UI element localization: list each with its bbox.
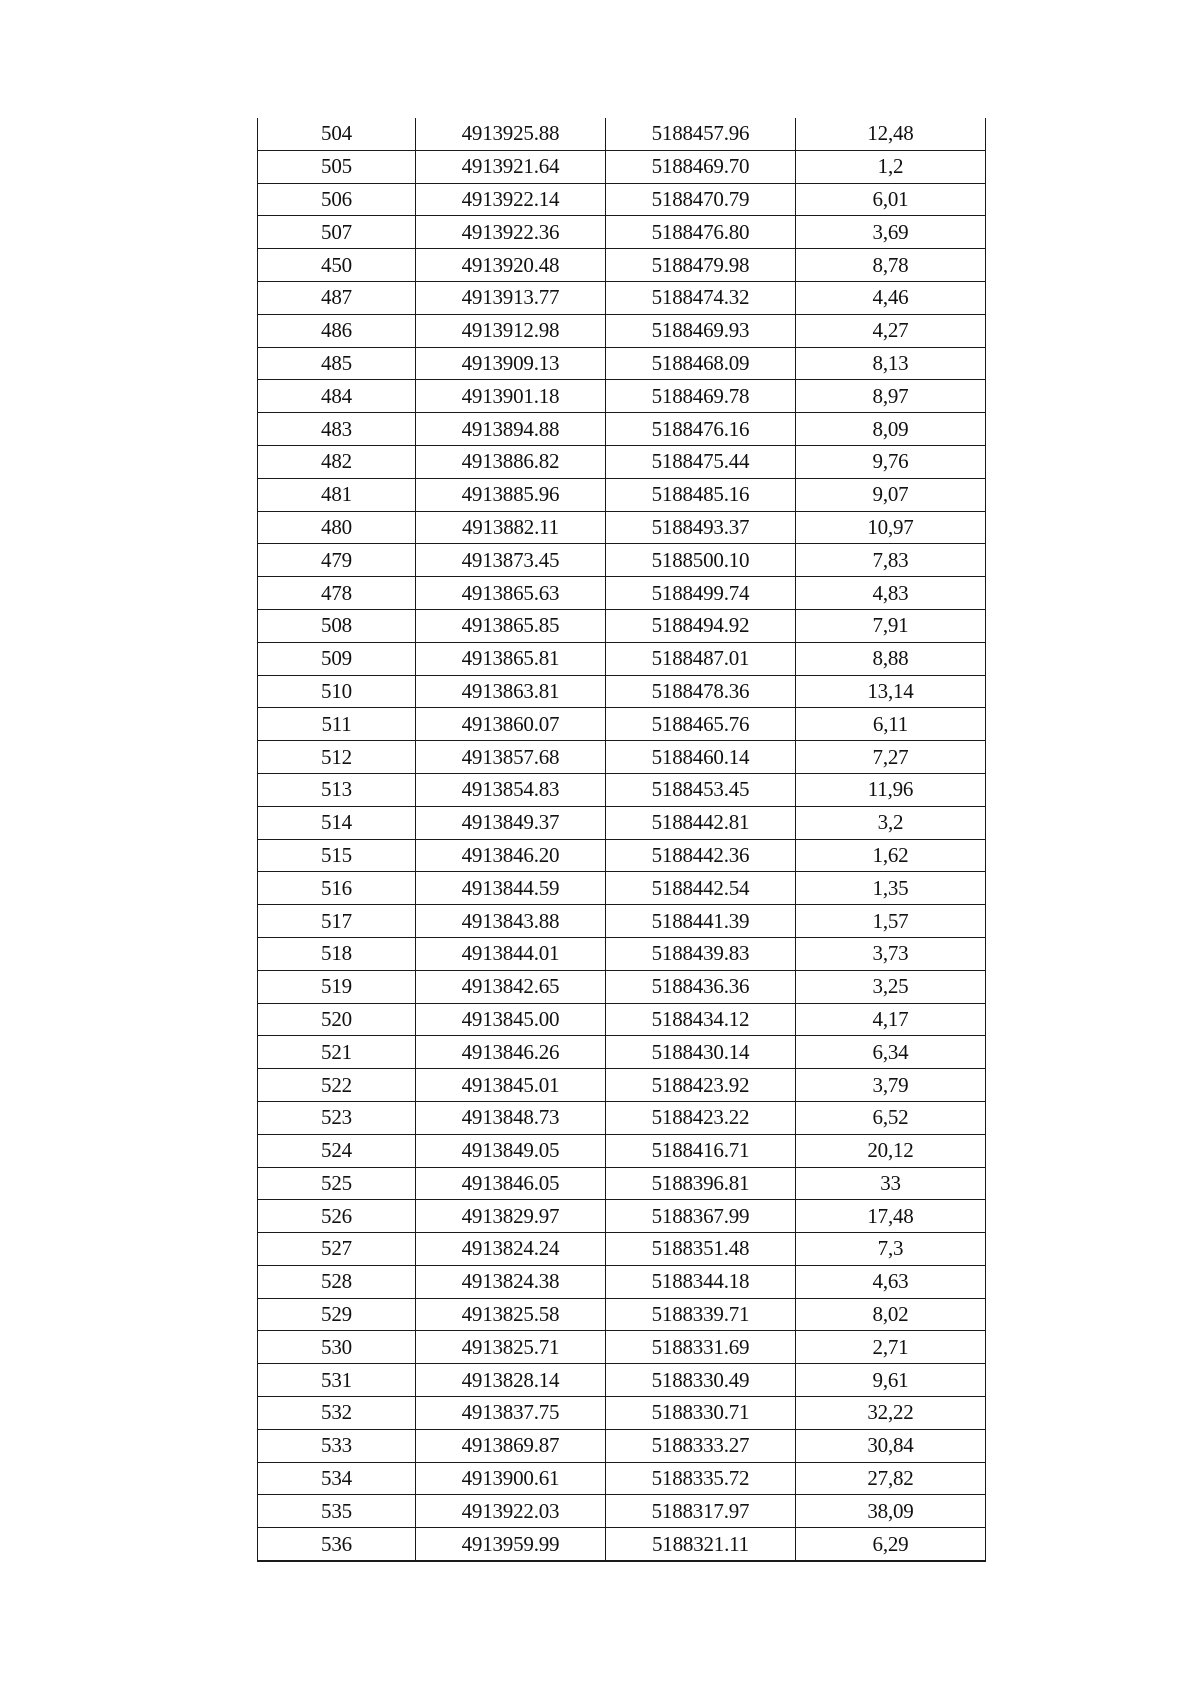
y-coordinate-cell: 5188441.39 [606, 905, 796, 938]
distance-cell: 8,09 [796, 413, 986, 446]
point-number-cell: 521 [258, 1036, 416, 1069]
x-coordinate-cell: 4913824.38 [416, 1265, 606, 1298]
x-coordinate-cell: 4913857.68 [416, 741, 606, 774]
table-row [258, 183, 986, 216]
point-number-cell: 480 [258, 511, 416, 544]
distance-cell: 1,35 [796, 872, 986, 905]
x-coordinate-cell: 4913845.01 [416, 1069, 606, 1102]
y-coordinate-cell: 5188493.37 [606, 511, 796, 544]
distance-cell: 32,22 [796, 1397, 986, 1430]
distance-cell: 6,29 [796, 1528, 986, 1561]
point-number-cell: 535 [258, 1495, 416, 1528]
distance-cell: 6,01 [796, 183, 986, 216]
y-coordinate-cell: 5188442.36 [606, 839, 796, 872]
table-row [258, 1167, 986, 1200]
y-coordinate-cell: 5188469.70 [606, 150, 796, 183]
x-coordinate-cell: 4913842.65 [416, 970, 606, 1003]
point-number-cell: 533 [258, 1429, 416, 1462]
table-row [258, 1298, 986, 1331]
table-row [258, 937, 986, 970]
coordinates-table [257, 118, 986, 1562]
y-coordinate-cell: 5188344.18 [606, 1265, 796, 1298]
point-number-cell: 528 [258, 1265, 416, 1298]
table-row [258, 609, 986, 642]
x-coordinate-cell: 4913849.37 [416, 806, 606, 839]
point-number-cell: 513 [258, 773, 416, 806]
distance-cell: 4,27 [796, 314, 986, 347]
y-coordinate-cell: 5188479.98 [606, 249, 796, 282]
point-number-cell: 511 [258, 708, 416, 741]
x-coordinate-cell: 4913848.73 [416, 1101, 606, 1134]
point-number-cell: 536 [258, 1528, 416, 1561]
y-coordinate-cell: 5188478.36 [606, 675, 796, 708]
point-number-cell: 515 [258, 839, 416, 872]
distance-cell: 8,13 [796, 347, 986, 380]
table-row [258, 1528, 986, 1561]
point-number-cell: 526 [258, 1200, 416, 1233]
y-coordinate-cell: 5188457.96 [606, 118, 796, 150]
distance-cell: 1,62 [796, 839, 986, 872]
y-coordinate-cell: 5188474.32 [606, 281, 796, 314]
y-coordinate-cell: 5188494.92 [606, 609, 796, 642]
y-coordinate-cell: 5188453.45 [606, 773, 796, 806]
x-coordinate-cell: 4913844.59 [416, 872, 606, 905]
y-coordinate-cell: 5188333.27 [606, 1429, 796, 1462]
distance-cell: 3,2 [796, 806, 986, 839]
x-coordinate-cell: 4913828.14 [416, 1364, 606, 1397]
point-number-cell: 508 [258, 609, 416, 642]
distance-cell: 1,2 [796, 150, 986, 183]
table-row [258, 1364, 986, 1397]
x-coordinate-cell: 4913829.97 [416, 1200, 606, 1233]
distance-cell: 6,11 [796, 708, 986, 741]
point-number-cell: 485 [258, 347, 416, 380]
x-coordinate-cell: 4913920.48 [416, 249, 606, 282]
x-coordinate-cell: 4913845.00 [416, 1003, 606, 1036]
table-row [258, 1036, 986, 1069]
table-row [258, 1331, 986, 1364]
point-number-cell: 505 [258, 150, 416, 183]
table-row [258, 1134, 986, 1167]
table-row [258, 413, 986, 446]
distance-cell: 7,3 [796, 1233, 986, 1266]
point-number-cell: 509 [258, 642, 416, 675]
point-number-cell: 510 [258, 675, 416, 708]
x-coordinate-cell: 4913901.18 [416, 380, 606, 413]
distance-cell: 3,73 [796, 937, 986, 970]
distance-cell: 8,88 [796, 642, 986, 675]
point-number-cell: 516 [258, 872, 416, 905]
table-row [258, 839, 986, 872]
table-row [258, 544, 986, 577]
y-coordinate-cell: 5188331.69 [606, 1331, 796, 1364]
distance-cell: 13,14 [796, 675, 986, 708]
point-number-cell: 534 [258, 1462, 416, 1495]
y-coordinate-cell: 5188487.01 [606, 642, 796, 675]
table-row [258, 577, 986, 610]
x-coordinate-cell: 4913886.82 [416, 445, 606, 478]
y-coordinate-cell: 5188476.16 [606, 413, 796, 446]
x-coordinate-cell: 4913912.98 [416, 314, 606, 347]
point-number-cell: 524 [258, 1134, 416, 1167]
x-coordinate-cell: 4913925.88 [416, 118, 606, 150]
x-coordinate-cell: 4913860.07 [416, 708, 606, 741]
distance-cell: 2,71 [796, 1331, 986, 1364]
point-number-cell: 504 [258, 118, 416, 150]
x-coordinate-cell: 4913922.14 [416, 183, 606, 216]
x-coordinate-cell: 4913865.63 [416, 577, 606, 610]
table-row [258, 708, 986, 741]
y-coordinate-cell: 5188439.83 [606, 937, 796, 970]
table-row [258, 380, 986, 413]
table-row [258, 806, 986, 839]
x-coordinate-cell: 4913837.75 [416, 1397, 606, 1430]
table-row [258, 314, 986, 347]
y-coordinate-cell: 5188330.71 [606, 1397, 796, 1430]
distance-cell: 17,48 [796, 1200, 986, 1233]
x-coordinate-cell: 4913900.61 [416, 1462, 606, 1495]
table-row [258, 150, 986, 183]
distance-cell: 6,52 [796, 1101, 986, 1134]
x-coordinate-cell: 4913844.01 [416, 937, 606, 970]
point-number-cell: 486 [258, 314, 416, 347]
point-number-cell: 519 [258, 970, 416, 1003]
point-number-cell: 530 [258, 1331, 416, 1364]
table-row [258, 1200, 986, 1233]
point-number-cell: 517 [258, 905, 416, 938]
x-coordinate-cell: 4913825.58 [416, 1298, 606, 1331]
point-number-cell: 483 [258, 413, 416, 446]
y-coordinate-cell: 5188499.74 [606, 577, 796, 610]
y-coordinate-cell: 5188430.14 [606, 1036, 796, 1069]
point-number-cell: 525 [258, 1167, 416, 1200]
y-coordinate-cell: 5188367.99 [606, 1200, 796, 1233]
distance-cell: 27,82 [796, 1462, 986, 1495]
distance-cell: 4,63 [796, 1265, 986, 1298]
x-coordinate-cell: 4913894.88 [416, 413, 606, 446]
table-row [258, 773, 986, 806]
distance-cell: 9,76 [796, 445, 986, 478]
table-row [258, 905, 986, 938]
y-coordinate-cell: 5188469.93 [606, 314, 796, 347]
x-coordinate-cell: 4913846.20 [416, 839, 606, 872]
x-coordinate-cell: 4913865.81 [416, 642, 606, 675]
distance-cell: 33 [796, 1167, 986, 1200]
table-row [258, 741, 986, 774]
distance-cell: 8,78 [796, 249, 986, 282]
x-coordinate-cell: 4913825.71 [416, 1331, 606, 1364]
distance-cell: 3,69 [796, 216, 986, 249]
y-coordinate-cell: 5188485.16 [606, 478, 796, 511]
point-number-cell: 523 [258, 1101, 416, 1134]
point-number-cell: 514 [258, 806, 416, 839]
y-coordinate-cell: 5188335.72 [606, 1462, 796, 1495]
point-number-cell: 522 [258, 1069, 416, 1102]
point-number-cell: 512 [258, 741, 416, 774]
point-number-cell: 531 [258, 1364, 416, 1397]
table-row [258, 249, 986, 282]
y-coordinate-cell: 5188317.97 [606, 1495, 796, 1528]
distance-cell: 3,79 [796, 1069, 986, 1102]
x-coordinate-cell: 4913849.05 [416, 1134, 606, 1167]
distance-cell: 6,34 [796, 1036, 986, 1069]
x-coordinate-cell: 4913913.77 [416, 281, 606, 314]
distance-cell: 9,07 [796, 478, 986, 511]
y-coordinate-cell: 5188436.36 [606, 970, 796, 1003]
y-coordinate-cell: 5188476.80 [606, 216, 796, 249]
table-row [258, 347, 986, 380]
y-coordinate-cell: 5188351.48 [606, 1233, 796, 1266]
distance-cell: 9,61 [796, 1364, 986, 1397]
y-coordinate-cell: 5188396.81 [606, 1167, 796, 1200]
y-coordinate-cell: 5188469.78 [606, 380, 796, 413]
point-number-cell: 532 [258, 1397, 416, 1430]
distance-cell: 8,02 [796, 1298, 986, 1331]
table-row [258, 1397, 986, 1430]
table-row [258, 970, 986, 1003]
x-coordinate-cell: 4913824.24 [416, 1233, 606, 1266]
y-coordinate-cell: 5188321.11 [606, 1528, 796, 1561]
x-coordinate-cell: 4913909.13 [416, 347, 606, 380]
y-coordinate-cell: 5188434.12 [606, 1003, 796, 1036]
x-coordinate-cell: 4913869.87 [416, 1429, 606, 1462]
point-number-cell: 450 [258, 249, 416, 282]
distance-cell: 4,83 [796, 577, 986, 610]
table-row [258, 872, 986, 905]
y-coordinate-cell: 5188423.92 [606, 1069, 796, 1102]
x-coordinate-cell: 4913854.83 [416, 773, 606, 806]
point-number-cell: 479 [258, 544, 416, 577]
x-coordinate-cell: 4913882.11 [416, 511, 606, 544]
y-coordinate-cell: 5188468.09 [606, 347, 796, 380]
distance-cell: 1,57 [796, 905, 986, 938]
distance-cell: 7,91 [796, 609, 986, 642]
table-row [258, 511, 986, 544]
distance-cell: 30,84 [796, 1429, 986, 1462]
x-coordinate-cell: 4913863.81 [416, 675, 606, 708]
distance-cell: 7,83 [796, 544, 986, 577]
table-row [258, 445, 986, 478]
table-row [258, 118, 986, 150]
point-number-cell: 484 [258, 380, 416, 413]
y-coordinate-cell: 5188442.81 [606, 806, 796, 839]
distance-cell: 3,25 [796, 970, 986, 1003]
point-number-cell: 518 [258, 937, 416, 970]
y-coordinate-cell: 5188470.79 [606, 183, 796, 216]
y-coordinate-cell: 5188465.76 [606, 708, 796, 741]
x-coordinate-cell: 4913959.99 [416, 1528, 606, 1561]
x-coordinate-cell: 4913922.36 [416, 216, 606, 249]
y-coordinate-cell: 5188460.14 [606, 741, 796, 774]
y-coordinate-cell: 5188442.54 [606, 872, 796, 905]
x-coordinate-cell: 4913922.03 [416, 1495, 606, 1528]
distance-cell: 4,46 [796, 281, 986, 314]
x-coordinate-cell: 4913873.45 [416, 544, 606, 577]
point-number-cell: 506 [258, 183, 416, 216]
distance-cell: 12,48 [796, 118, 986, 150]
distance-cell: 10,97 [796, 511, 986, 544]
table-row [258, 478, 986, 511]
table-row [258, 1233, 986, 1266]
point-number-cell: 487 [258, 281, 416, 314]
x-coordinate-cell: 4913843.88 [416, 905, 606, 938]
table-row [258, 1003, 986, 1036]
y-coordinate-cell: 5188339.71 [606, 1298, 796, 1331]
y-coordinate-cell: 5188330.49 [606, 1364, 796, 1397]
table-row [258, 281, 986, 314]
point-number-cell: 527 [258, 1233, 416, 1266]
coordinates-table-body [258, 118, 986, 1561]
y-coordinate-cell: 5188416.71 [606, 1134, 796, 1167]
y-coordinate-cell: 5188475.44 [606, 445, 796, 478]
distance-cell: 8,97 [796, 380, 986, 413]
x-coordinate-cell: 4913921.64 [416, 150, 606, 183]
table-row [258, 642, 986, 675]
y-coordinate-cell: 5188423.22 [606, 1101, 796, 1134]
point-number-cell: 507 [258, 216, 416, 249]
distance-cell: 38,09 [796, 1495, 986, 1528]
table-row [258, 675, 986, 708]
y-coordinate-cell: 5188500.10 [606, 544, 796, 577]
point-number-cell: 482 [258, 445, 416, 478]
x-coordinate-cell: 4913865.85 [416, 609, 606, 642]
point-number-cell: 478 [258, 577, 416, 610]
table-row [258, 1495, 986, 1528]
table-row [258, 1101, 986, 1134]
point-number-cell: 481 [258, 478, 416, 511]
point-number-cell: 520 [258, 1003, 416, 1036]
x-coordinate-cell: 4913846.05 [416, 1167, 606, 1200]
table-row [258, 1462, 986, 1495]
table-row [258, 216, 986, 249]
x-coordinate-cell: 4913885.96 [416, 478, 606, 511]
x-coordinate-cell: 4913846.26 [416, 1036, 606, 1069]
point-number-cell: 529 [258, 1298, 416, 1331]
table-row [258, 1265, 986, 1298]
table-row [258, 1429, 986, 1462]
distance-cell: 7,27 [796, 741, 986, 774]
distance-cell: 4,17 [796, 1003, 986, 1036]
table-row [258, 1069, 986, 1102]
distance-cell: 11,96 [796, 773, 986, 806]
distance-cell: 20,12 [796, 1134, 986, 1167]
